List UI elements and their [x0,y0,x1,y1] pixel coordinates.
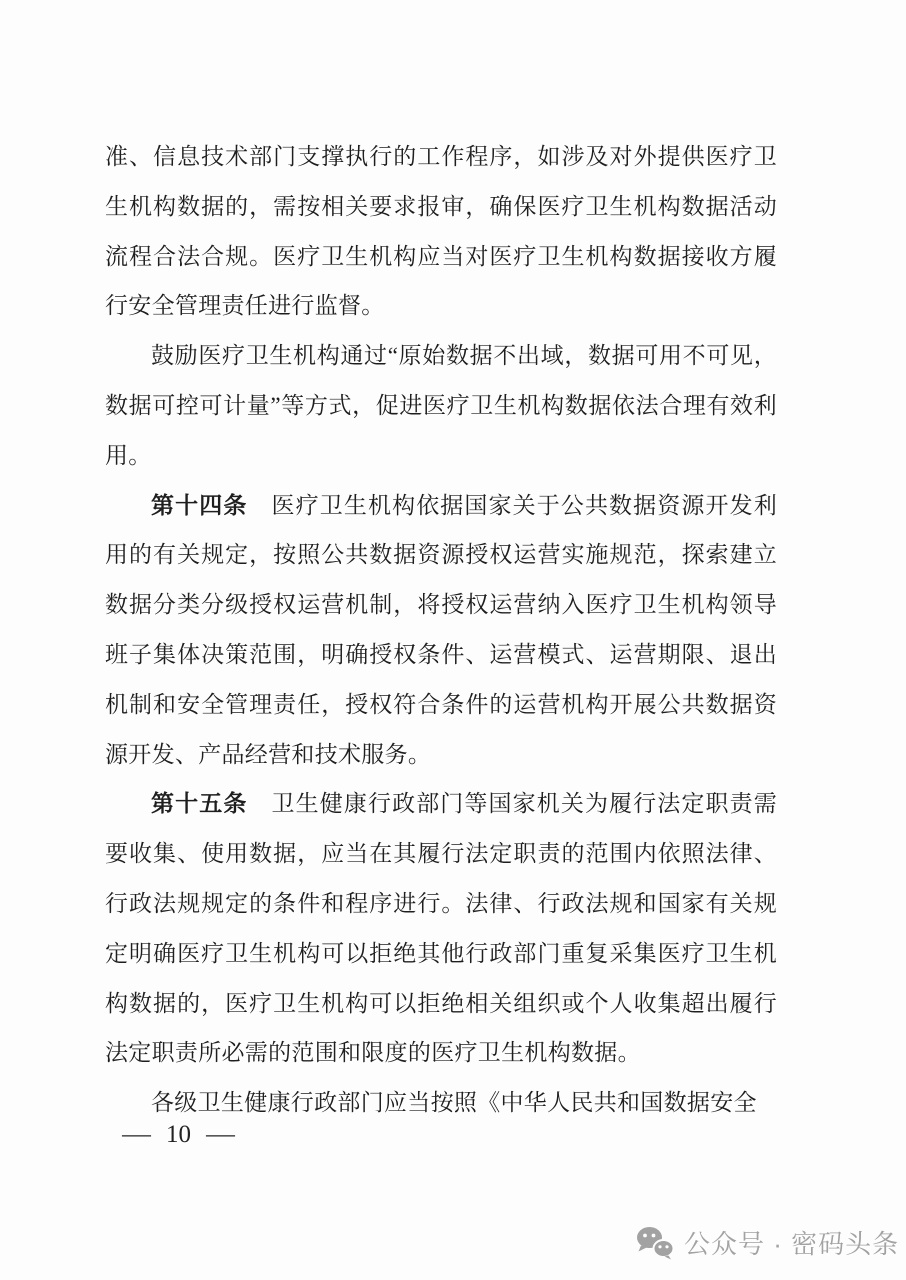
paragraph-text: 鼓励医疗卫生机构通过“原始数据不出域，数据可用不可见，数据可控可计量”等方式，促进医疗卫生机构数据依法合理有效利用。 [105,343,777,468]
paragraph-text: 各级卫生健康行政部门应当按照《中华人民共和国数据安全 [151,1090,757,1116]
paragraph-text: 医疗卫生机构依据国家关于公共数据资源开发利用的有关规定，按照公共数据资源授权运营实施规范，探索建立数据分类分级授权运营机制，将授权运营纳入医疗卫生机构领导班子集体决策范围，明确授权条件、运营模式、运营期限、退出机制和安全管理责任，授权符合条件的运营机构开展公共数据资源开发、产品经营和技术服务。 [105,492,777,767]
watermark-label: 公众号 · 密码头条 [684,1229,900,1259]
paragraph [105,481,777,780]
paragraph [105,331,777,480]
footer-page-number: 10 [166,1121,191,1148]
article-number-label: 第十四条 [151,492,248,518]
paragraph [105,779,777,1078]
paragraph-text: 准、信息技术部门支撑执行的工作程序，如涉及对外提供医疗卫生机构数据的，需按相关要求报审，确保医疗卫生机构数据活动流程合法合规。医疗卫生机构应当对医疗卫生机构数据接收方履行安全管理责任进行监督。 [105,144,777,319]
footer-dash-right: — [206,1121,235,1148]
paragraph [105,132,777,331]
wechat-icon [636,1226,674,1260]
footer-dash-left: — [122,1121,151,1148]
page-number-footer [124,1121,233,1149]
watermark [636,1224,899,1261]
paragraph-text: 卫生健康行政部门等国家机关为履行法定职责需要收集、使用数据，应当在其履行法定职责的范围内依照法律、行政法规规定的条件和程序进行。法律、行政法规和国家有关规定明确医疗卫生机构可以拒绝其他行政部门重复采集医疗卫生机构数据的，医疗卫生机构可以拒绝相关组织或个人收集超出履行法定职责所必需的范围和限度的医疗卫生机构数据。 [105,791,777,1066]
article-number-label: 第十五条 [151,791,248,817]
document-body [105,132,777,1128]
